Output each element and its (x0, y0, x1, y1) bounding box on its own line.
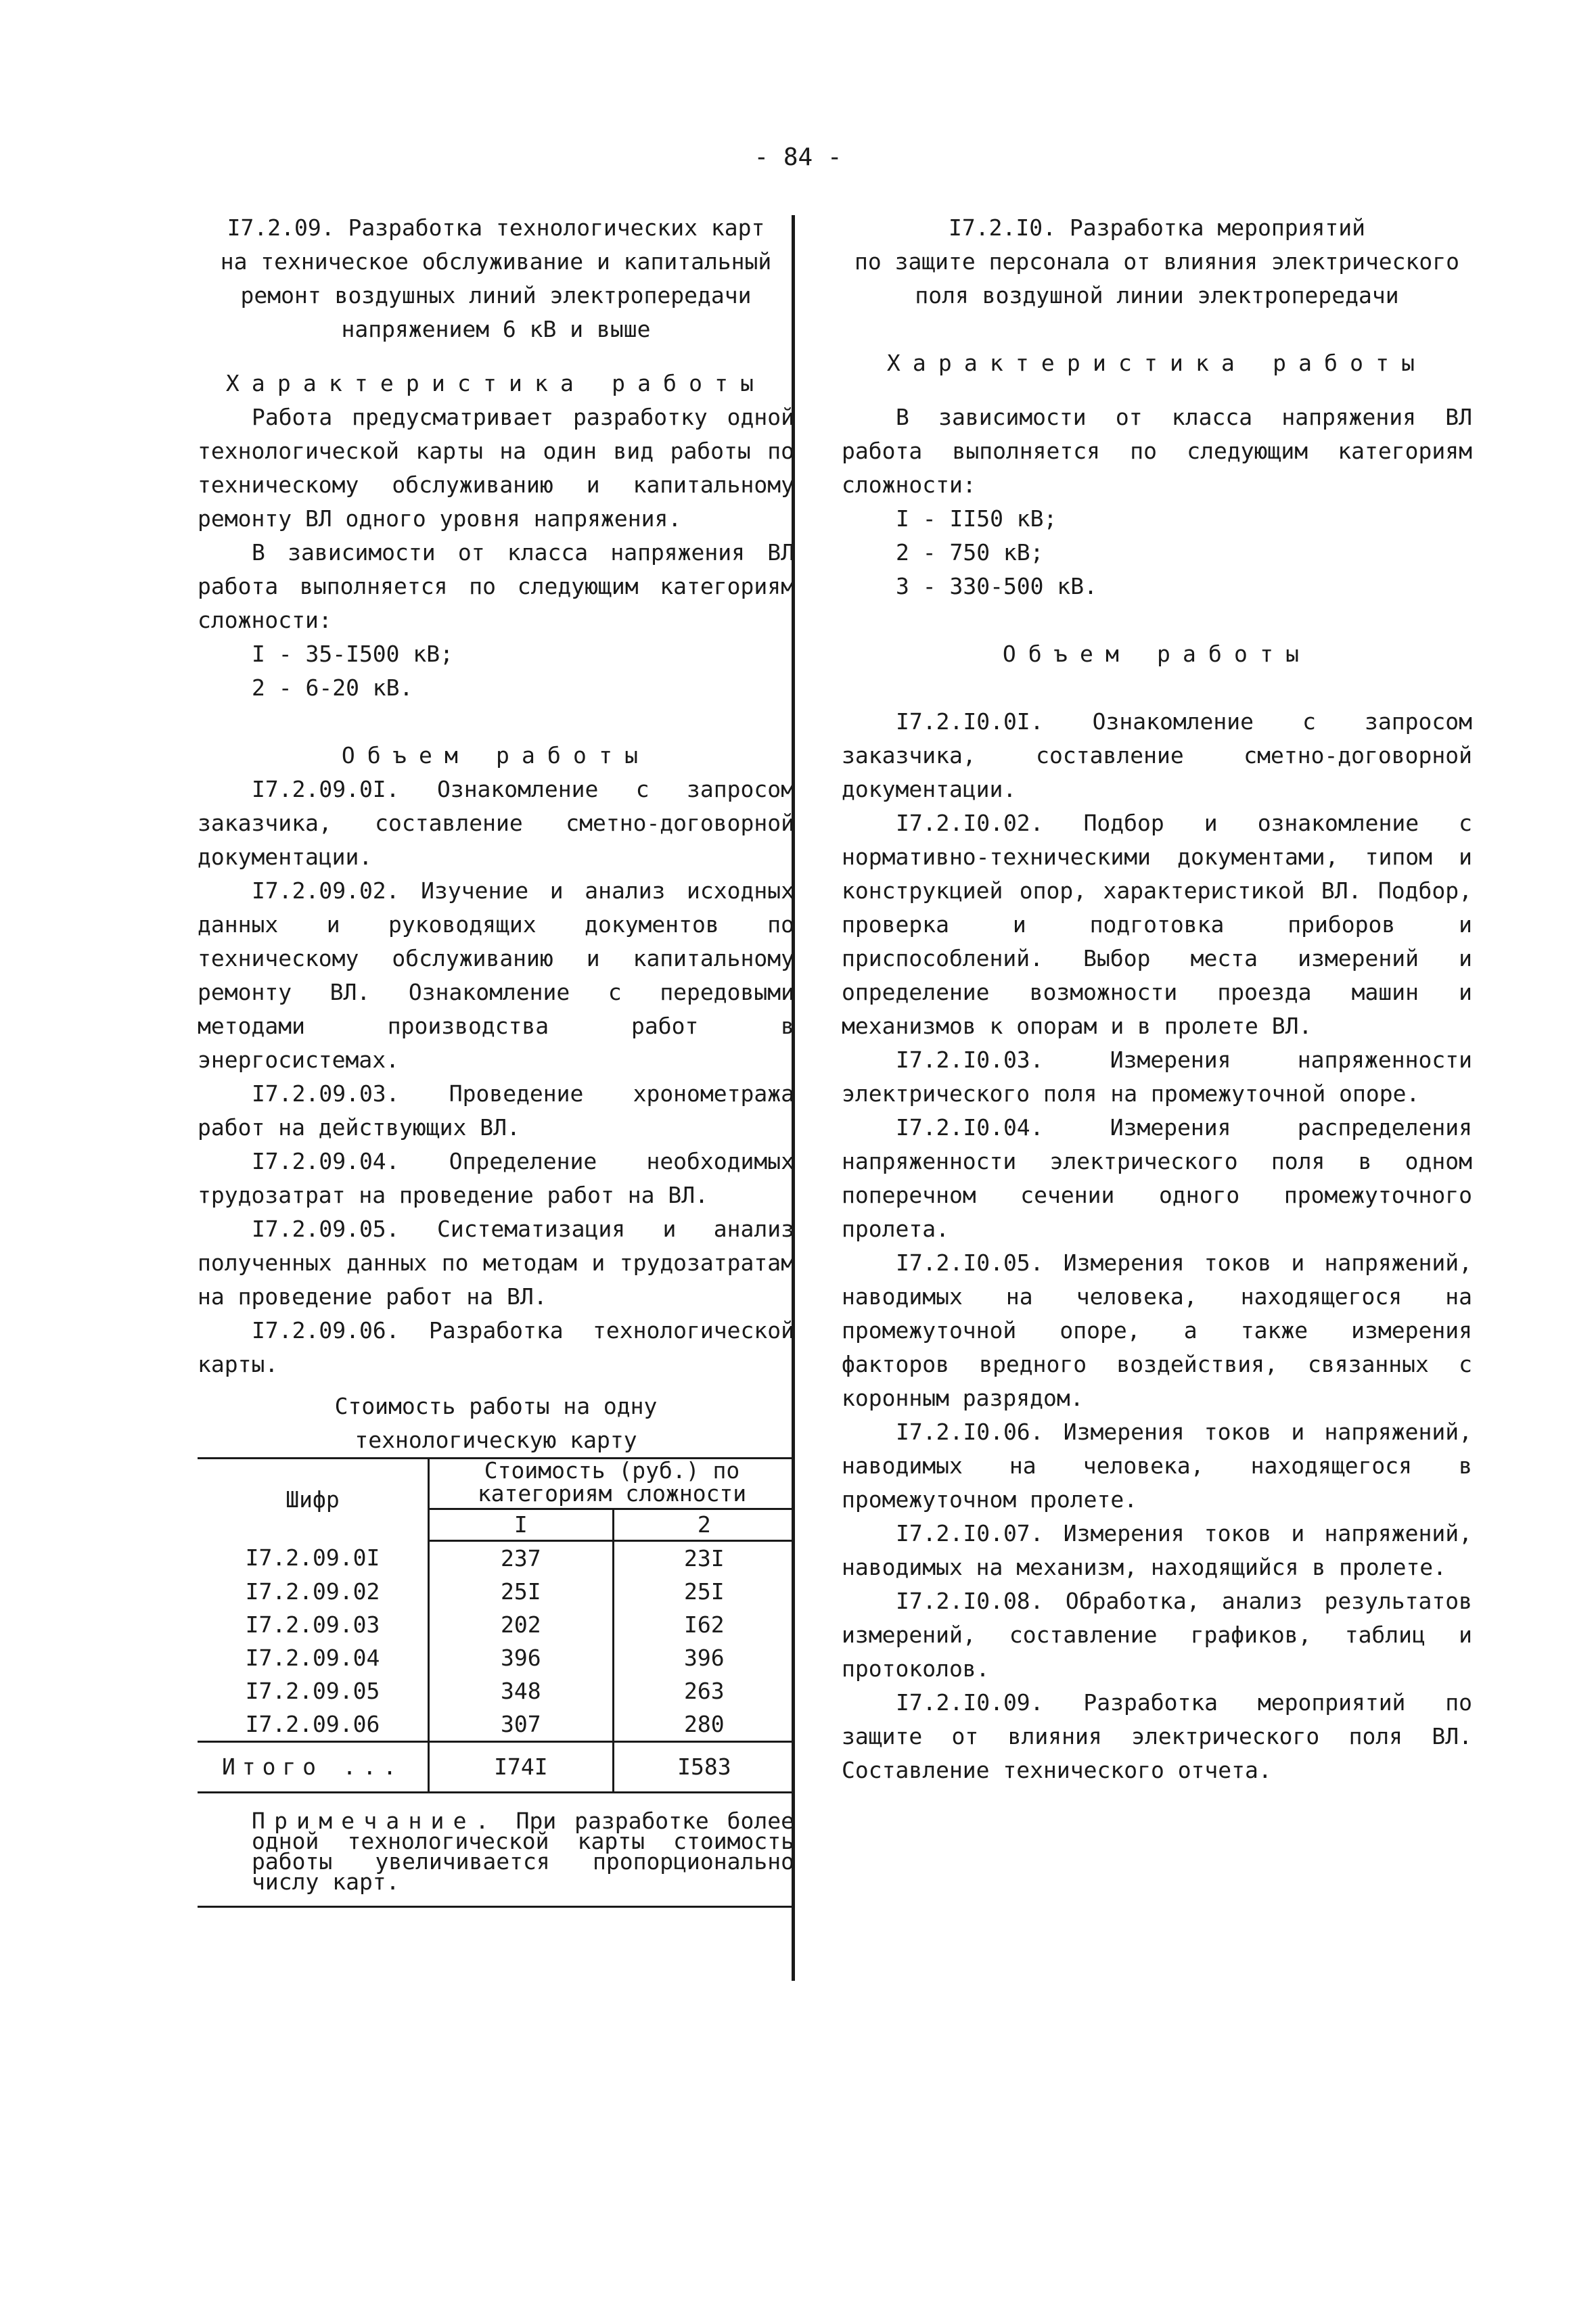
volume-item: I7.2.I0.03. Измерения напряженности электрического поля на промежуточной опоре. (842, 1047, 1472, 1107)
table-row (198, 1641, 794, 1674)
table-row (198, 1575, 794, 1608)
row-cost-1: 237 (429, 1541, 614, 1576)
row-cost-1: 25I (429, 1575, 614, 1608)
category-item: 2 - 750 кВ; (896, 539, 1044, 566)
table-row (198, 1608, 794, 1641)
total-cost-2: I583 (613, 1742, 794, 1793)
row-code: I7.2.09.05 (198, 1674, 429, 1707)
table-row (198, 1674, 794, 1707)
category-header: I (429, 1509, 614, 1541)
paragraph: В зависимости от класса напряжения ВЛ работа выполняется по следующим категориям сложности: (842, 404, 1472, 498)
row-cost-2: 23I (684, 1545, 725, 1572)
row-cost-1: 307 (429, 1707, 614, 1742)
cost-column-header: Стоимость (руб.) по категориям сложности (477, 1457, 747, 1507)
right-column (842, 211, 1472, 1787)
note-label: Примечание. (252, 1808, 498, 1834)
total-cost-1: I74I (429, 1742, 614, 1793)
page-number: - 84 - (754, 143, 842, 171)
row-cost-2: 25I (684, 1578, 725, 1605)
characteristic-heading: Характеристика работы (886, 350, 1428, 376)
volume-item: I7.2.I0.04. Измерения распределения напряженности электрического поля в одном поперечном сечении одного промежуточного пролета. (842, 1114, 1472, 1242)
volume-item: I7.2.I0.0I. Ознакомление с запросом заказчика, составление сметно-договорной документации. (842, 708, 1472, 802)
volume-heading: Объем работы (1002, 641, 1312, 667)
section-title (198, 211, 794, 346)
title-line: на техническое обслуживание и капитальный (220, 248, 772, 275)
end-rule (198, 1906, 794, 1908)
row-cost-2: I62 (684, 1611, 725, 1638)
cost-table (198, 1457, 794, 1793)
volume-item: I7.2.I0.07. Измерения токов и напряжений, наводимых на механизм, находящийся в пролете. (842, 1520, 1472, 1580)
volume-item: I7.2.09.04. Определение необходимых трудозатрат на проведение работ на ВЛ. (198, 1148, 794, 1208)
volume-item: I7.2.09.06. Разработка технологической карты. (198, 1317, 794, 1377)
category-header: 2 (613, 1509, 794, 1541)
volume-item: I7.2.09.03. Проведение хронометража работ на действующих ВЛ. (198, 1080, 794, 1141)
row-cost-2: 263 (684, 1678, 725, 1704)
volume-item: I7.2.09.02. Изучение и анализ исходных данных и руководящих документов по техническому обслуживанию и капитальному ремонту ВЛ. Ознакомление с передовыми методами производства работ в энергосистемах. (198, 877, 794, 1073)
volume-item: I7.2.09.0I. Ознакомление с запросом заказчика, составление сметно-договорной документации. (198, 776, 794, 870)
volume-item: I7.2.I0.09. Разработка мероприятий по защите от влияния электрического поля ВЛ. Составление технического отчета. (842, 1689, 1472, 1783)
row-code: I7.2.09.04 (198, 1641, 429, 1674)
category-item: I - II50 кВ; (896, 505, 1057, 532)
category-item: 3 - 330-500 кВ. (896, 573, 1098, 599)
paragraph: Работа предусматривает разработку одной технологической карты на один вид работы по техническому обслуживанию и капитальному ремонту ВЛ одного уровня напряжения. (198, 404, 794, 532)
section-title (842, 211, 1472, 313)
volume-heading: Объем работы (341, 742, 651, 769)
volume-item: I7.2.I0.02. Подбор и ознакомление с нормативно-техническими документами, типом и конструкцией опор, характеристикой ВЛ. Подбор, проверка и подготовка приборов и приспособлений. Выбор места измерений и определение возможности проезда машин и механизмов к опорам и в пролете ВЛ. (842, 810, 1472, 1039)
title-line: I7.2.I0. Разработка мероприятий (949, 214, 1365, 241)
volume-item: I7.2.I0.05. Измерения токов и напряжений, наводимых на человека, находящегося на промежуточной опоре, а также измерения факторов вредного воздействия, связанных с коронным разрядом. (842, 1250, 1472, 1411)
volume-item: I7.2.09.05. Систематизация и анализ полученных данных по методам и трудозатратам на проведение работ на ВЛ. (198, 1216, 794, 1310)
row-cost-1: 348 (429, 1674, 614, 1707)
paragraph: В зависимости от класса напряжения ВЛ работа выполняется по следующим категориям сложности: (198, 539, 794, 633)
row-cost-2: 396 (684, 1645, 725, 1671)
note-text: При разработке более одной технологической карты стоимость работы увеличивается пропорционально числу карт. (252, 1808, 794, 1895)
volume-item: I7.2.I0.06. Измерения токов и напряжений, наводимых на человека, находящегося в промежуточном пролете. (842, 1419, 1472, 1513)
total-row (198, 1742, 794, 1793)
row-code: I7.2.09.06 (198, 1707, 429, 1742)
table-note (252, 1808, 794, 1895)
table-caption: технологическую карту (355, 1427, 637, 1453)
characteristic-heading: Характеристика работы (225, 370, 767, 396)
row-cost-1: 202 (429, 1608, 614, 1641)
row-cost-1: 396 (429, 1641, 614, 1674)
category-item: 2 - 6-20 кВ. (252, 674, 413, 701)
left-column (198, 211, 794, 1908)
table-caption: Стоимость работы на одну (334, 1393, 658, 1419)
row-cost-2: 280 (684, 1711, 725, 1737)
title-line: напряжением 6 кВ и выше (341, 316, 651, 342)
row-code: I7.2.09.02 (198, 1575, 429, 1608)
title-line: по защите персонала от влияния электрического (854, 248, 1460, 275)
title-line: I7.2.09. Разработка технологических карт (227, 214, 765, 241)
title-line: поля воздушной линии электропередачи (915, 282, 1399, 308)
category-item: I - 35-I500 кВ; (252, 641, 454, 667)
row-code: I7.2.09.03 (198, 1608, 429, 1641)
row-code: I7.2.09.0I (198, 1541, 429, 1576)
volume-item: I7.2.I0.08. Обработка, анализ результатов измерений, составление графиков, таблиц и протоколов. (842, 1588, 1472, 1682)
code-column-header: Шифр (198, 1459, 429, 1541)
title-line: ремонт воздушных линий электропередачи (240, 282, 752, 308)
total-label: Итого ... (198, 1742, 429, 1793)
table-row (198, 1707, 794, 1742)
table-row (198, 1541, 794, 1576)
